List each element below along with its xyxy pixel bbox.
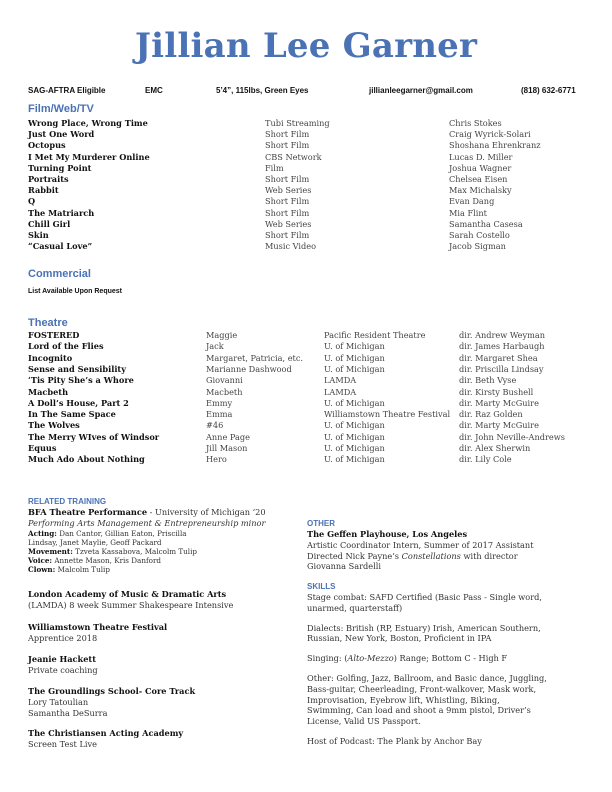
film-credit-director: Mia Flint (449, 207, 487, 218)
film-credit-title: Q (28, 196, 36, 207)
skill-other-5: License, Valid US Passport. (307, 716, 421, 727)
hackett-name: Jeanie Hackett (28, 654, 96, 664)
film-credit-title: Wrong Place, Wrong Time (28, 118, 148, 128)
training-section-title: RELATED TRAINING (28, 497, 107, 506)
theatre-credit-title: Equus (28, 443, 57, 453)
theatre-credit-venue: LAMDA (324, 375, 357, 386)
theatre-credit-director: dir. Alex Sherwin (459, 443, 531, 453)
email-link[interactable]: jillianleegarner@gmail.com (369, 86, 473, 95)
skill-combat-1: Stage combat: SAFD Certified (Basic Pass - Single word, (307, 592, 542, 602)
theatre-credit-role: Macbeth (206, 386, 243, 397)
bfa-degree: BFA Theatre Performance (28, 507, 148, 517)
theatre-credit-title: The Merry WIves of Windsor (28, 431, 160, 442)
groundlings-teacher-2: Samantha DeSurra (28, 707, 108, 718)
skill-other-4: Swimming, Can load and shoot a 9mm pistol, Driver’s (307, 705, 531, 716)
theatre-credit-role: Anne Page (206, 431, 251, 442)
training-hackett (28, 654, 98, 676)
film-credit-title: The Matriarch (28, 207, 95, 218)
film-credit-title: Just One Word (28, 129, 95, 140)
acting-teachers-cont: Lindsay, Janet Maylie, Geoff Packard (28, 537, 162, 547)
geffen-play-title: Constellations (401, 550, 461, 561)
theatre-credit-venue: U. of Michigan (324, 431, 385, 442)
commercial-section-title: Commercial (28, 268, 91, 280)
training-wtf (28, 622, 167, 644)
theatre-credit-role: Emmy (206, 397, 233, 408)
emc-status: EMC (145, 86, 163, 95)
theatre-credit-director: dir. Kirsty Bushell (459, 386, 534, 397)
movement-teachers: Tzveta Kassabova, Malcolm Tulip (72, 547, 198, 556)
theatre-credit-title: In The Same Space (28, 409, 116, 420)
theatre-credit-venue: U. of Michigan (324, 420, 385, 431)
christiansen-detail: Screen Test Live (28, 738, 97, 749)
film-credit-director: Jacob Sigman (449, 241, 506, 252)
film-credit-director: Max Michalsky (449, 185, 512, 196)
film-credit-director: Sarah Costello (449, 230, 510, 240)
theatre-credit-title: ‘Tis Pity She’s a Whore (28, 375, 134, 386)
theatre-credit-venue: U. of Michigan (324, 352, 385, 363)
training-christiansen (28, 728, 183, 750)
commercial-note: List Available Upon Request (28, 288, 122, 295)
training-groundlings (28, 686, 195, 718)
film-credit-title: Octopus (28, 140, 66, 151)
clown-teachers: Malcolm Tulip (55, 565, 110, 575)
skill-singing-range: Alto-Mezzo (347, 653, 394, 664)
geffen-line-2c: with director (460, 550, 518, 561)
theatre-credit-role: Margaret, Patricia, etc. (206, 352, 304, 363)
theatre-credit-title: Sense and Sensibility (28, 363, 126, 374)
hackett-detail: Private coaching (28, 664, 98, 675)
film-credit-type: Short Film (265, 207, 310, 218)
theatre-credit-title: A Doll’s House, Part 2 (28, 397, 129, 408)
voice-teachers: Annette Mason, Kris Danford (52, 556, 161, 566)
acting-label: Acting: (28, 528, 57, 538)
groundlings-name: The Groundlings School- Core Track (28, 686, 196, 696)
film-credit-type: Web Series (265, 185, 312, 196)
film-credit-title: Rabbit (28, 185, 59, 196)
film-credit-director: Joshua Wagner (449, 162, 512, 173)
lamda-name: London Academy of Music & Dramatic Arts (28, 589, 227, 599)
skill-podcast: Host of Podcast: The Plank by Anchor Bay (307, 735, 482, 746)
theatre-credit-venue: LAMDA (324, 386, 357, 397)
theatre-credit-director: dir. Marty McGuire (459, 420, 539, 431)
film-credit-director: Samantha Casesa (449, 218, 523, 229)
movement-label: Movement: (28, 547, 73, 556)
film-credit-title: Skin (28, 230, 49, 240)
training-lamda (28, 589, 233, 611)
film-credit-director: Chris Stokes (449, 118, 502, 128)
film-credit-title: Chill Girl (28, 218, 71, 229)
skill-other-3: Improvisation, Eyebrow lift, Whistling, Biking, (307, 694, 500, 705)
theatre-credit-venue: Williamstown Theatre Festival (324, 409, 451, 420)
groundlings-teacher-1: Lory Tatoulian (28, 696, 89, 707)
christiansen-name: The Christiansen Acting Academy (28, 728, 184, 738)
theatre-credit-title: Lord of the Flies (28, 341, 104, 352)
theatre-section-title: Theatre (28, 317, 68, 329)
bfa-minor: Performing Arts Management & Entrepreneurship minor (28, 517, 266, 528)
film-section-title: Film/Web/TV (28, 103, 94, 115)
theatre-credit-title: Incognito (28, 352, 73, 363)
theatre-credit-title: Much Ado About Nothing (28, 454, 145, 465)
geffen-org: The Geffen Playhouse, Los Angeles (307, 529, 468, 539)
theatre-credit-role: Marianne Dashwood (206, 363, 292, 374)
other-section-title: OTHER (307, 519, 335, 528)
skill-combat-2: unarmed, quarterstaff) (307, 602, 403, 613)
theatre-credit-director: dir. Marty McGuire (459, 397, 539, 408)
theatre-credit-role: Emma (206, 409, 233, 420)
resume-name: Jillian Lee Garner (134, 26, 478, 66)
theatre-credit-director: dir. James Harbaugh (459, 341, 545, 352)
other-geffen (307, 529, 597, 572)
theatre-credit-venue: Pacific Resident Theatre (324, 330, 426, 340)
lamda-detail: (LAMDA) 8 week Summer Shakespeare Intensive (28, 599, 234, 610)
film-credit-type: Short Film (265, 129, 310, 140)
theatre-credit-role: Jill Mason (206, 443, 248, 453)
film-credit-type: Short Film (265, 140, 310, 151)
film-credit-director: Lucas D. Miller (449, 151, 513, 162)
acting-teachers: Dan Cantor, Gillian Eaton, Priscilla (56, 528, 187, 538)
theatre-credit-director: dir. Priscilla Lindsay (459, 363, 544, 374)
theatre-credit-director: dir. John Neville-Andrews (459, 431, 565, 442)
film-credit-title: Portraits (28, 174, 69, 184)
theatre-credit-director: dir. Beth Vyse (459, 375, 517, 386)
skill-singing-a: Singing: ( (307, 653, 348, 664)
training-bfa (28, 507, 298, 575)
theatre-credit-venue: U. of Michigan (324, 363, 385, 374)
skills-section-title: SKILLS (307, 582, 336, 591)
film-credit-title: Turning Point (28, 162, 92, 173)
film-credit-director: Evan Dang (449, 196, 495, 207)
theatre-credit-director: dir. Lily Cole (459, 454, 512, 465)
film-credit-title: “Casual Love” (28, 241, 93, 252)
theatre-credit-role: Maggie (206, 330, 238, 340)
film-credit-type: Web Series (265, 218, 312, 229)
union-status: SAG-AFTRA Eligible (28, 86, 106, 95)
geffen-line-2a: Directed Nick Payne’s (307, 550, 402, 561)
theatre-credit-director: dir. Raz Golden (459, 409, 523, 420)
skills-list (307, 592, 602, 747)
skill-dialects-1: Dialects: British (RP, Estuary) Irish, American Southern, (307, 622, 541, 633)
theatre-credit-role: Giovanni (206, 375, 243, 386)
film-credit-director: Chelsea Eisen (449, 174, 508, 184)
skill-other-2: Bass-guitar, Cheerleading, Front-walkover, Mask work, (307, 683, 537, 694)
film-credit-type: Short Film (265, 174, 310, 184)
bfa-school: - University of Michigan ’20 (147, 507, 266, 517)
theatre-credit-venue: U. of Michigan (324, 341, 385, 352)
theatre-credit-role: #46 (206, 420, 224, 431)
phone-number: (818) 632-6771 (521, 86, 576, 95)
film-credit-type: Music Video (265, 241, 317, 252)
theatre-credit-role: Jack (206, 341, 224, 352)
film-credit-type: Tubi Streaming (265, 118, 330, 128)
theatre-credit-venue: U. of Michigan (324, 397, 385, 408)
skill-dialects-2: Russian, New York, Boston, Proficient in IPA (307, 633, 492, 644)
film-credit-type: Short Film (265, 230, 310, 240)
film-credit-type: Film (265, 162, 284, 173)
clown-label: Clown: (28, 565, 56, 575)
theatre-credit-title: The Wolves (28, 420, 80, 431)
theatre-credit-venue: U. of Michigan (324, 454, 385, 465)
film-credit-director: Craig Wyrick-Solari (449, 129, 531, 140)
wtf-name: Williamstown Theatre Festival (28, 622, 168, 632)
theatre-credit-title: Macbeth (28, 386, 69, 397)
theatre-credit-director: dir. Margaret Shea (459, 352, 538, 363)
film-credit-type: CBS Network (265, 151, 322, 162)
voice-label: Voice: (28, 556, 53, 566)
film-credit-director: Shoshana Ehrenkranz (449, 140, 541, 151)
theatre-credit-venue: U. of Michigan (324, 443, 385, 453)
geffen-line-1: Artistic Coordinator Intern, Summer of 2017 Assistant (307, 539, 534, 550)
physical-stats: 5’4”, 115lbs, Green Eyes (216, 86, 309, 95)
theatre-credit-director: dir. Andrew Weyman (459, 330, 546, 340)
theatre-credit-role: Hero (206, 454, 227, 465)
skill-singing-c: ) Range; Bottom C - High F (393, 653, 508, 664)
wtf-detail: Apprentice 2018 (28, 632, 98, 643)
skill-other-1: Other: Golfing, Jazz, Ballroom, and Basic dance, Juggling, (307, 672, 547, 683)
film-credit-title: I Met My Murderer Online (28, 151, 150, 162)
theatre-credit-title: FOSTERED (28, 330, 80, 340)
geffen-line-3: Giovanna Sardelli (307, 561, 381, 572)
film-credit-type: Short Film (265, 196, 310, 207)
